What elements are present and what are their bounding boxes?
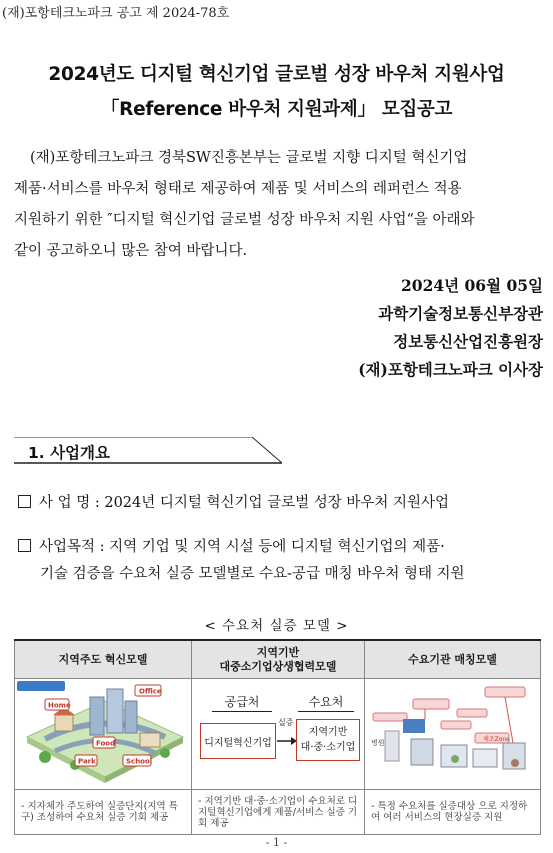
intro-line: 제품·서비스를 바우처 형태로 제공하여 제품 및 서비스의 레퍼런스 적용 <box>14 181 462 197</box>
header-cell: 지역주도 혁신모델 <box>15 640 192 679</box>
model2-diagram <box>192 679 365 790</box>
description-cell: - 지역기반 대·중·소기업이 수요처로 디지털혁신기업에게 제품/서비스 실증 기회 제공 <box>192 790 365 835</box>
bullet-business-name <box>18 491 449 512</box>
header-cell-text: 지역기반 대중소기업상생협력모델 <box>219 645 337 673</box>
bullet-text: 사업목적 : 지역 기업 및 지역 시설 등에 디지털 혁신기업의 제품· <box>39 539 445 555</box>
description-cell: - 지자체가 주도하여 실증단지(지역 특구) 조성하여 수요처 실증 기회 제공 <box>15 790 192 835</box>
model3-label-hospital: 병원 <box>371 739 385 747</box>
model1-label-park: Park <box>78 757 96 766</box>
supply-label: 공급처 <box>212 693 272 712</box>
supply-box: 디지털혁신기업 <box>200 723 276 759</box>
header-cell <box>192 640 365 679</box>
intro-paragraph <box>14 143 544 267</box>
header-cell: 수요기관 매칭모델 <box>365 640 541 679</box>
bullet-text-continued: 기술 검증을 수요처 실증 모델별로 수요-공급 매칭 바우처 형태 지원 <box>40 566 465 582</box>
model3-label-zone: 제조Zone <box>483 736 510 743</box>
intro-line: (재)포항테크노파크 경북SW진흥본부는 글로벌 지향 디지털 혁신기업 <box>30 150 468 166</box>
notice-date: 2024년 06월 05일 <box>401 276 543 295</box>
model1-label-home: Home <box>48 701 71 710</box>
checkbox-icon <box>18 495 31 508</box>
signatory-nipa: 정보통신산업진흥원장 <box>393 332 543 351</box>
smart-city-illustration <box>15 679 191 789</box>
intro-line: 같이 공고하오니 많은 참여 바랍니다. <box>14 243 248 259</box>
notice-number: (재)포항테크노파크 공고 제 2024-78호 <box>2 6 230 21</box>
demand-matching-illustration <box>365 679 540 789</box>
checkbox-icon <box>18 539 31 552</box>
table-image-row <box>15 679 541 790</box>
page-number: - 1 - <box>265 836 288 849</box>
model3-illustration <box>365 679 541 790</box>
model1-illustration <box>15 679 192 790</box>
demand-box-line: 지역기반 <box>308 727 348 738</box>
bullet-text: 사 업 명 : 2024년 디지털 혁신기업 글로벌 성장 바우처 지원사업 <box>39 495 450 511</box>
document-title-line2: 「Reference 바우처 지원과제」 모집공고 <box>100 99 453 120</box>
signatory-ptp: (재)포항테크노파크 이사장 <box>358 360 543 379</box>
models-caption: < 수요처 실증 모델 > <box>204 618 349 634</box>
table-description-row <box>15 790 541 835</box>
arrow-label: 실증 <box>278 718 294 727</box>
table-header-row <box>15 640 541 679</box>
section-heading <box>14 437 282 464</box>
signatory-ministry: 과학기술정보통신부장관 <box>378 304 543 323</box>
section-title: 1. 사업개요 <box>28 444 110 462</box>
model1-label-office: Office <box>139 687 162 696</box>
bullet-business-purpose <box>18 535 445 556</box>
model1-label-school: School <box>126 757 153 766</box>
demand-label: 수요처 <box>298 693 354 712</box>
description-cell: - 특정 수요처를 실증대상 으로 지정하여 여러 서비스의 현장실증 지원 <box>365 790 541 835</box>
intro-line: 지원하기 위한 ″디지털 혁신기업 글로벌 성장 바우처 지원 사업“을 아래와 <box>14 212 475 228</box>
model1-label-food: Food <box>96 739 116 748</box>
demand-box-line: 대·중·소기업 <box>300 742 356 753</box>
document-title-line1: 2024년도 디지털 혁신기업 글로벌 성장 바우처 지원사업 <box>48 64 505 85</box>
models-table <box>14 639 541 835</box>
arrow-right-icon <box>276 735 298 747</box>
demand-box <box>296 719 360 761</box>
